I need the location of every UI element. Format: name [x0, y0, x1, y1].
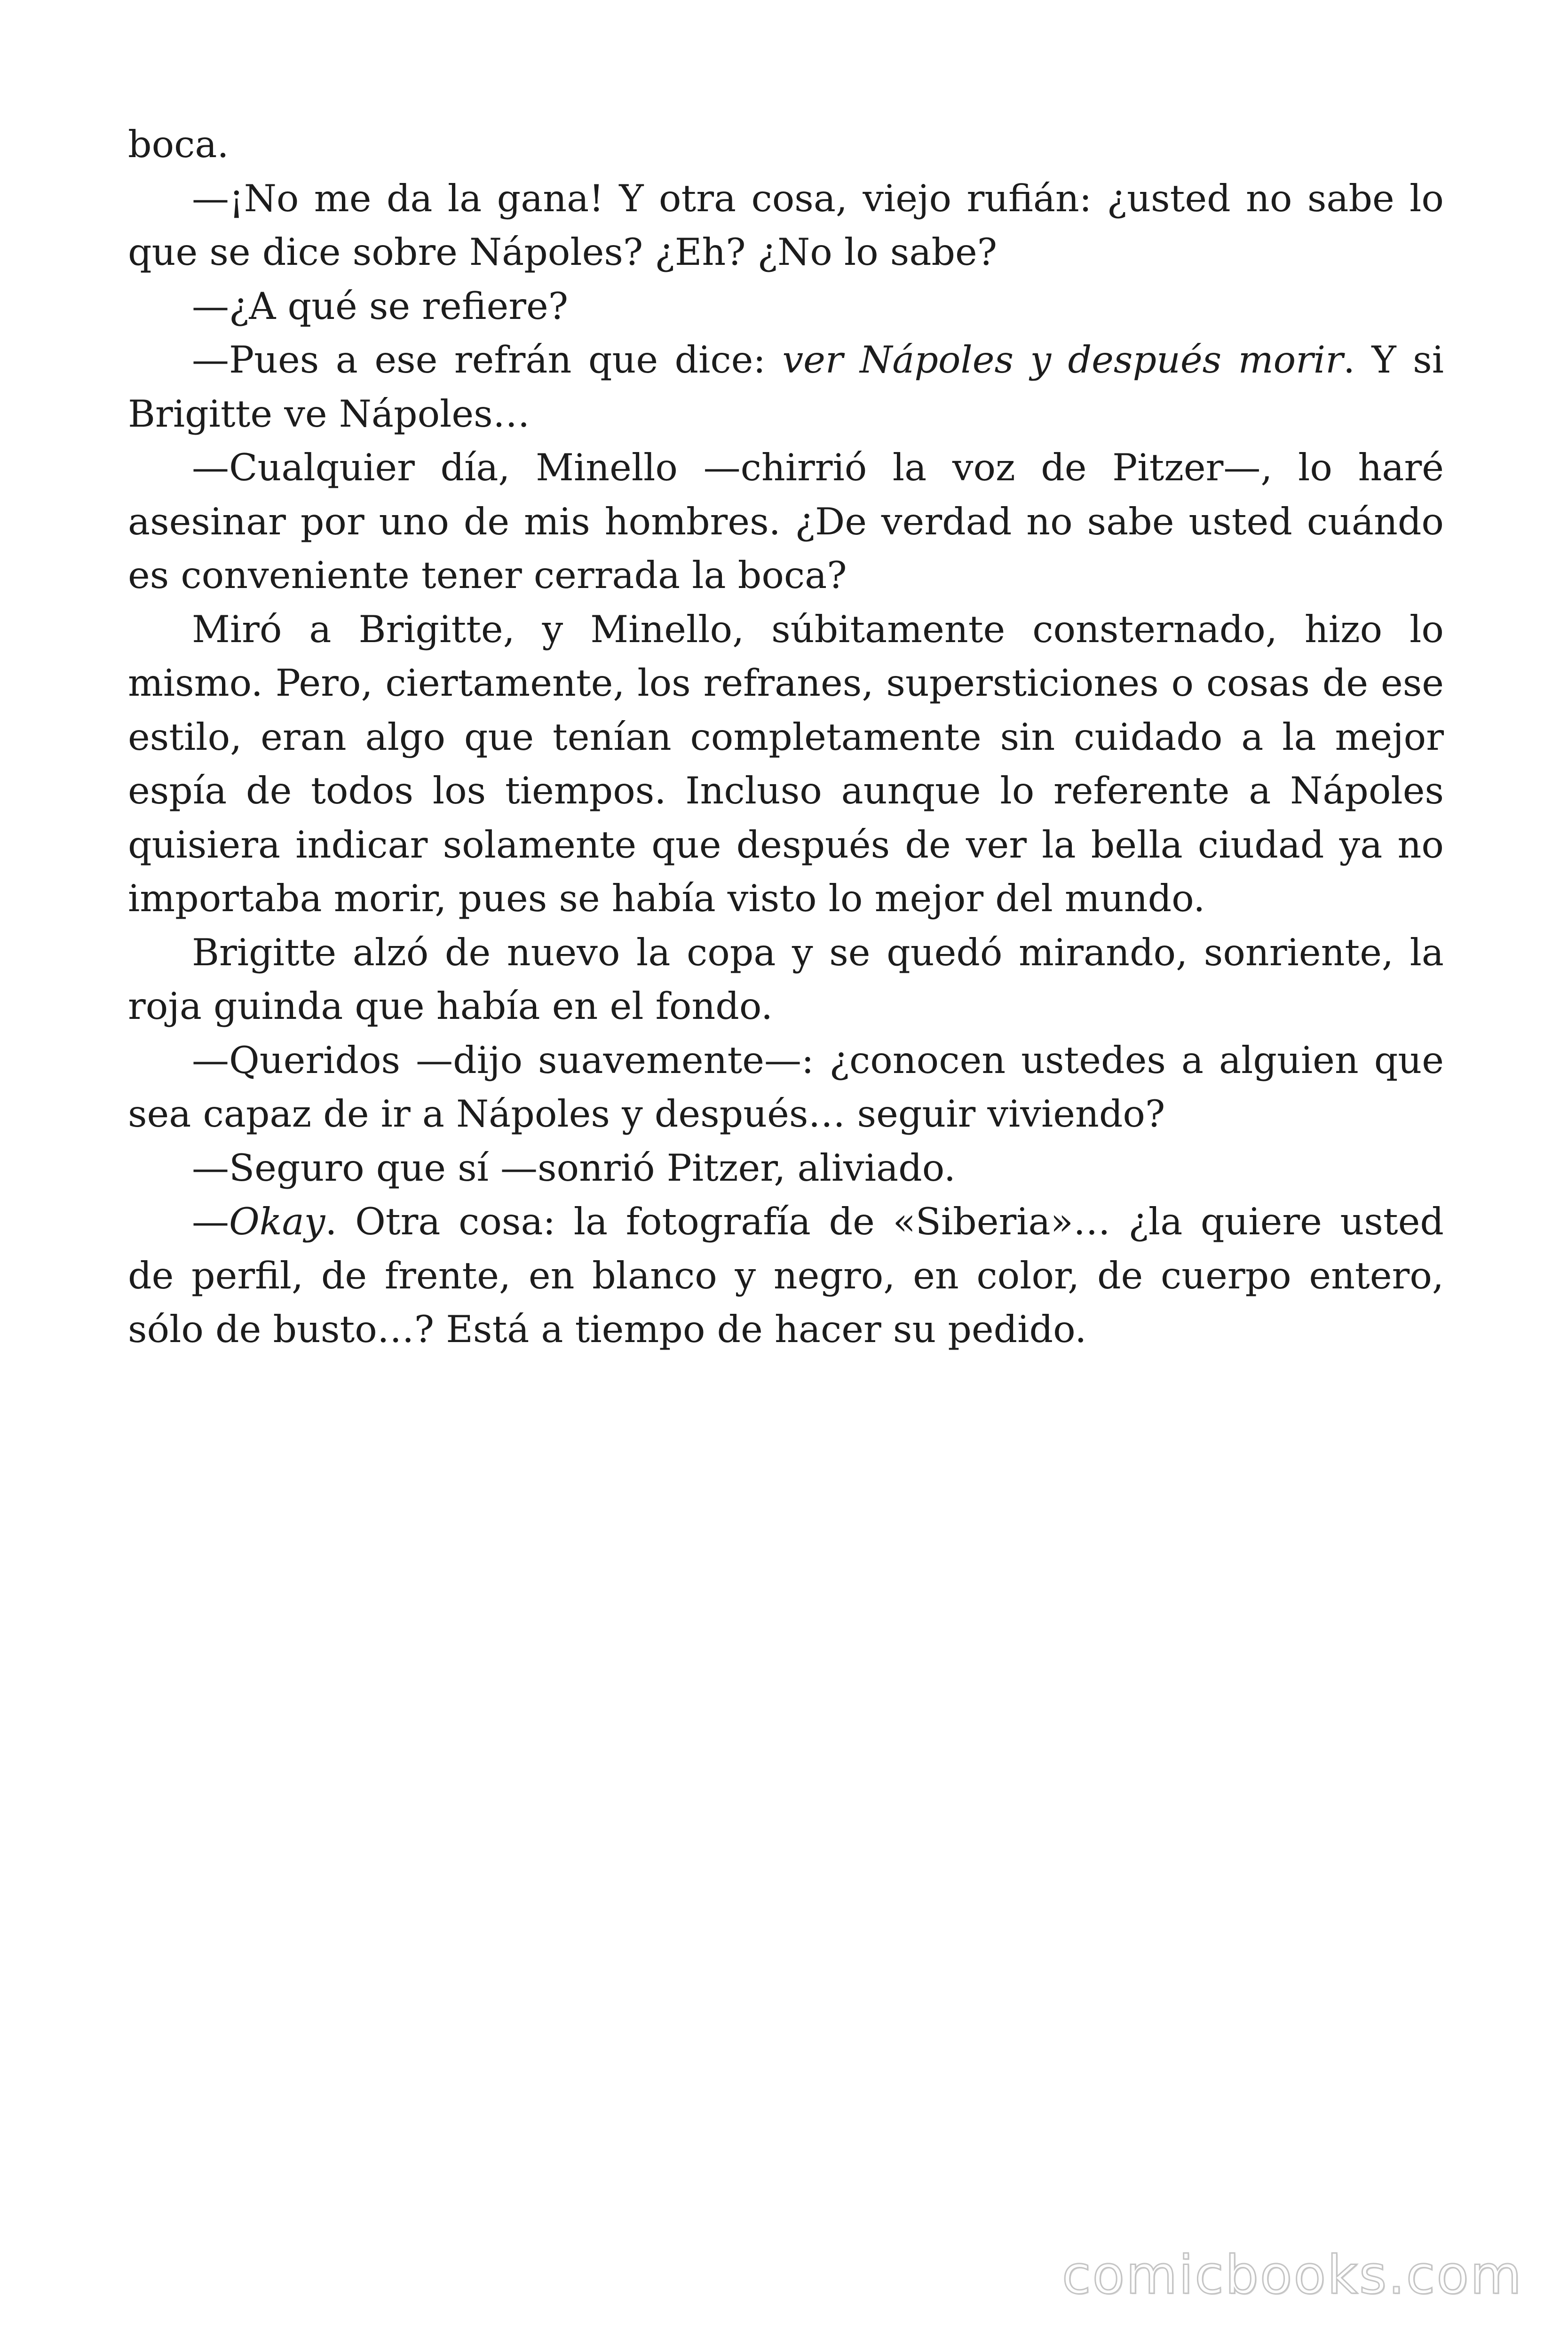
paragraph-continuation: boca. — [128, 123, 229, 166]
paragraph-dialogue: —¿A qué se refiere? — [192, 284, 569, 328]
paragraph-dialogue: —¡No me da la gana! Y otra cosa, viejo rufián: ¿usted no sabe lo que se dice sobre Nápoles? ¿Eh? ¿No lo sabe? — [128, 176, 1444, 274]
paragraph-narration: Brigitte alzó de nuevo la copa y se quedó mirando, sonriente, la roja guinda que había en el fondo. — [128, 930, 1444, 1028]
italic-word: Okay — [229, 1200, 325, 1243]
text-span: — — [192, 1200, 229, 1243]
paragraph-dialogue: —Cualquier día, Minello —chirrió la voz de Pitzer—, lo haré asesinar por uno de mis hombres. ¿De verdad no sabe usted cuándo es conveniente tener cerrada la boca? — [128, 446, 1444, 597]
paragraph-dialogue: —Queridos —dijo suavemente—: ¿conocen ustedes a alguien que sea capaz de ir a Nápoles y después… seguir viviendo? — [128, 1038, 1444, 1136]
italic-quote: ver Nápoles y después morir — [782, 338, 1343, 381]
paragraph-dialogue — [128, 1195, 1444, 1357]
text-span: —Pues a ese refrán que dice: — [192, 338, 783, 381]
body-text — [128, 118, 1444, 1357]
paragraph-dialogue: —Seguro que sí —sonrió Pitzer, aliviado. — [192, 1146, 956, 1190]
paragraph-dialogue — [128, 333, 1444, 441]
paragraph-narration: Miró a Brigitte, y Minello, súbitamente consternado, hizo lo mismo. Pero, ciertamente, los refranes, supersticiones o cosas de ese estilo, eran algo que tenían completamente sin cuidado a la mejor espía de todos los tiempos. Incluso aunque lo referente a Nápoles quisiera indicar solamente que después de ver la bella ciudad ya no importaba morir, pues se había visto lo mejor del mundo. — [128, 607, 1444, 920]
watermark-logo: comicbooks.com — [1061, 2245, 1523, 2306]
text-span: . Otra cosa: la fotografía de «Siberia»… ¿la quiere usted de perfil, de frente, en blanco y negro, en color, de cuerpo entero, sólo de busto…? Está a tiempo de hacer su pedido. — [128, 1200, 1444, 1351]
text-span: . Y si Brigitte ve Nápoles… — [128, 338, 1444, 436]
